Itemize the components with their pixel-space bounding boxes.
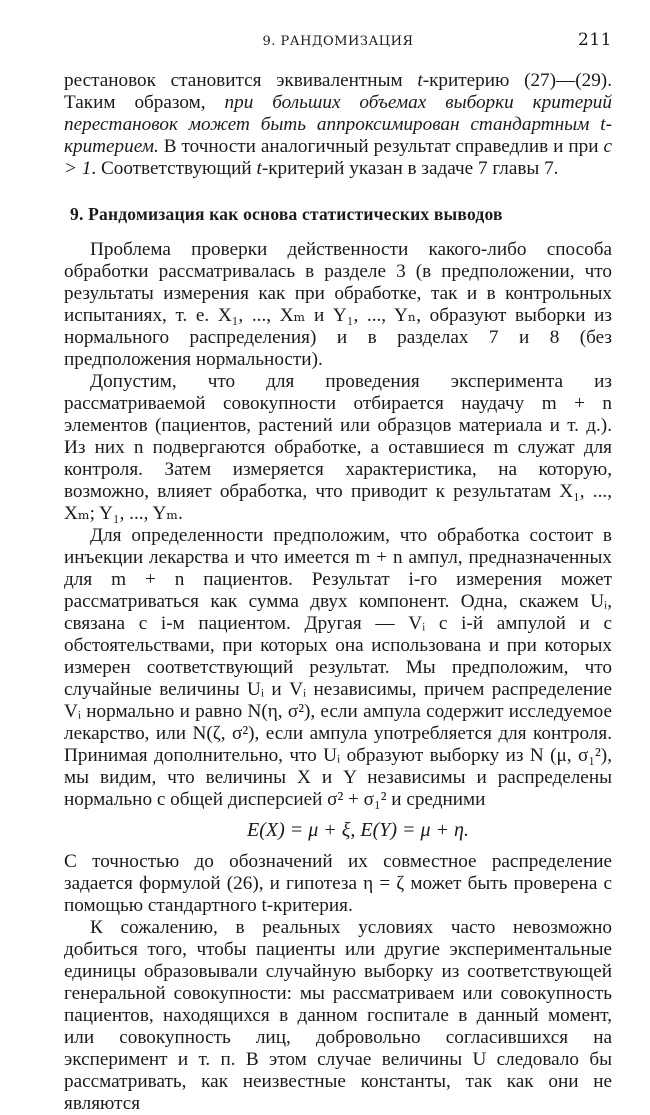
body-text bbox=[64, 70, 612, 1115]
paragraph: К сожалению, в реальных условиях часто невозможно добиться того, чтобы пациенты или другие экспериментальные единицы образовывали случайную выборку из соответствующей генеральной совокупности: мы рассматриваем или совокупность пациентов, находящихся в данном госпитале в данный момент, или совокупность лиц, добровольно согласившихся на эксперимент и т. п. В этом случае величины U следовало бы рассматривать, как неизвестные константы, так как они не являются bbox=[64, 917, 612, 1114]
paragraph-continuation: рестановок становится эквивалентным t-критерию (27)—(29). Таким образом, при больших объемах выборки критерий перестановок может быть аппроксимирован стандартным t-критерием. В точности аналогичный результат справедлив и при c > 1. Соответствующий t-критерий указан в задаче 7 главы 7. bbox=[64, 70, 612, 179]
display-formula: E(X) = μ + ξ, E(Y) = μ + η. bbox=[247, 819, 469, 841]
running-head bbox=[64, 30, 612, 56]
section-heading: 9. Рандомизация как основа статистических выводов bbox=[70, 204, 503, 224]
page bbox=[64, 30, 612, 1115]
paragraph: Для определенности предположим, что обработка состоит в инъекции лекарства и что имеется m + n ампул, предназначенных для m + n пациентов. Результат i-го измерения может рассматриваться как сумма двух компонент. Одна, скажем Uᵢ, связана с i-м пациентом. Другая — Vᵢ с i-й ампулой и с обстоятельствами, при которых она использована и при которых измерен соответствующий результат. Мы предположим, что случайные величины Uᵢ и Vᵢ независимы, причем распределение Vᵢ нормально и равно N(η, σ²), если ампула содержит исследуемое лекарство, или N(ζ, σ²), если ампула употребляется для контроля. Принимая дополнительно, что Uᵢ образуют выборку из N (μ, σ₁²), мы видим, что величины X и Y независимы и распределены нормально с общей дисперсией σ² + σ₁² и средними bbox=[64, 525, 612, 810]
paragraph: Проблема проверки действенности какого-либо способа обработки рассматривалась в разделе 3 (в предположении, что результаты измерения как при обработке, так и в контрольных испытаниях, т. е. X₁, ..., Xₘ и Y₁, ..., Yₙ, образуют выборки из нормального распределения) и в разделах 7 и 8 (без предположения нормальности). bbox=[64, 239, 612, 370]
running-title: 9. РАНДОМИЗАЦИЯ bbox=[262, 34, 414, 49]
paragraph: С точностью до обозначений их совместное распределение задается формулой (26), и гипотеза η = ζ может быть проверена с помощью стандартного t-критерия. bbox=[64, 851, 612, 916]
page-number: 211 bbox=[578, 30, 612, 50]
italic-statement: при больших объемах выборки критерий перестановок может быть аппроксимирован стандартным t-критерием. bbox=[64, 92, 612, 157]
paragraph: Допустим, что для проведения эксперимента из рассматриваемой совокупности отбирается наудачу m + n элементов (пациентов, растений или образцов материала и т. д.). Из них n подвергаются обработке, а оставшиеся m служат для контроля. Затем измеряется характеристика, на которую, возможно, влияет обработка, что приводит к результатам X₁, ..., Xₘ; Y₁, ..., Yₘ. bbox=[64, 371, 612, 524]
